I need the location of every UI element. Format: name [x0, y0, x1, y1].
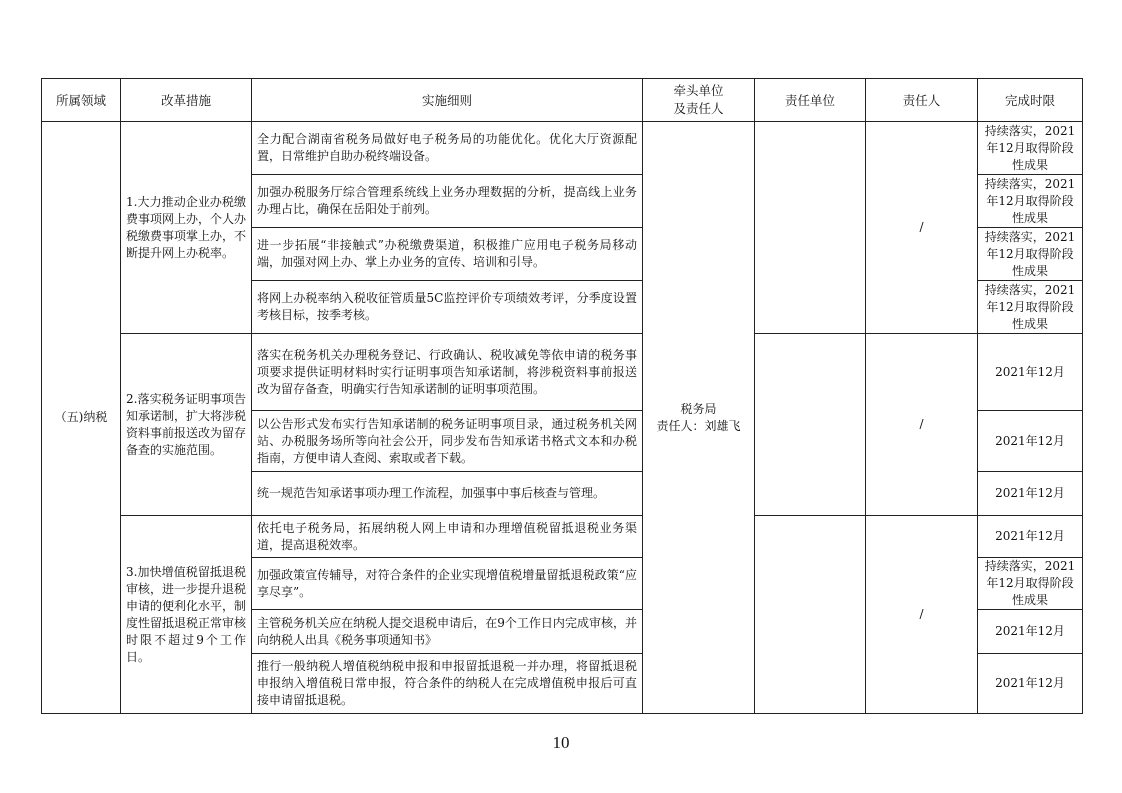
- detail-cell: 加强办税服务厅综合管理系统线上业务办理数据的分析，提高线上业务办理占比，确保在岳阳处于前列。: [252, 175, 643, 228]
- header-details: 实施细则: [252, 79, 643, 122]
- measure-cell: 1.大力推动企业办税缴费事项网上办，个人办税缴费事项掌上办，不断提升网上办税率。: [121, 122, 252, 334]
- reform-table: [41, 78, 1083, 714]
- detail-cell: 将网上办税率纳入税收征管质量5C监控评价专项绩效考评，分季度设置考核目标，按季考核。: [252, 281, 643, 334]
- deadline-cell: 持续落实，2021年12月取得阶段性成果: [978, 228, 1083, 281]
- deadline-cell: 2021年12月: [978, 516, 1083, 558]
- deadline-cell: 2021年12月: [978, 654, 1083, 714]
- unit-cell: [755, 334, 866, 516]
- person-cell: /: [866, 334, 978, 516]
- detail-cell: 进一步拓展“非接触式”办税缴费渠道，积极推广应用电子税务局移动端，加强对网上办、掌上办业务的宣传、培训和引导。: [252, 228, 643, 281]
- header-measure: 改革措施: [121, 79, 252, 122]
- measure-cell: 3.加快增值税留抵退税审核，进一步提升退税申请的便利化水平，制度性留抵退税正常审核时限不超过9个工作日。: [121, 516, 252, 714]
- deadline-cell: 持续落实，2021年12月取得阶段性成果: [978, 175, 1083, 228]
- detail-cell: 主管税务机关应在纳税人提交退税申请后，在9个工作日内完成审核，并向纳税人出具《税务事项通知书》: [252, 610, 643, 654]
- deadline-cell: 2021年12月: [978, 411, 1083, 472]
- deadline-cell: 持续落实，2021年12月取得阶段性成果: [978, 558, 1083, 610]
- lead-cell: 税务局 责任人：刘雄飞: [643, 122, 755, 714]
- header-lead: 牵头单位 及责任人: [643, 79, 755, 122]
- table-row: [42, 516, 1083, 558]
- page-number: 10: [552, 733, 570, 752]
- deadline-cell: 2021年12月: [978, 610, 1083, 654]
- detail-cell: 全力配合湖南省税务局做好电子税务局的功能优化。优化大厅资源配置，日常维护自助办税终端设备。: [252, 122, 643, 175]
- deadline-cell: 持续落实，2021年12月取得阶段性成果: [978, 122, 1083, 175]
- deadline-cell: 2021年12月: [978, 472, 1083, 516]
- header-deadline: 完成时限: [978, 79, 1083, 122]
- table-row: [42, 334, 1083, 411]
- person-cell: /: [866, 122, 978, 334]
- table-row: [42, 122, 1083, 175]
- header-domain: 所属领域: [42, 79, 121, 122]
- header-row: [42, 79, 1083, 122]
- unit-cell: [755, 122, 866, 334]
- header-unit: 责任单位: [755, 79, 866, 122]
- person-cell: /: [866, 516, 978, 714]
- deadline-cell: 2021年12月: [978, 334, 1083, 411]
- detail-cell: 依托电子税务局，拓展纳税人网上申请和办理增值税留抵退税业务渠道，提高退税效率。: [252, 516, 643, 558]
- detail-cell: 加强政策宣传辅导，对符合条件的企业实现增值税增量留抵退税政策“应享尽享”。: [252, 558, 643, 610]
- unit-cell: [755, 516, 866, 714]
- measure-cell: 2.落实税务证明事项告知承诺制，扩大将涉税资料事前报送改为留存备查的实施范围。: [121, 334, 252, 516]
- detail-cell: 统一规范告知承诺事项办理工作流程，加强事中事后核查与管理。: [252, 472, 643, 516]
- header-person: 责任人: [866, 79, 978, 122]
- deadline-cell: 持续落实，2021年12月取得阶段性成果: [978, 281, 1083, 334]
- detail-cell: 推行一般纳税人增值税纳税申报和申报留抵退税一并办理，将留抵退税申报纳入增值税日常申报，符合条件的纳税人在完成增值税申报后可直接申请留抵退税。: [252, 654, 643, 714]
- detail-cell: 落实在税务机关办理税务登记、行政确认、税收减免等依申请的税务事项要求提供证明材料时实行证明事项告知承诺制，将涉税资料事前报送改为留存备查，明确实行告知承诺制的证明事项范围。: [252, 334, 643, 411]
- detail-cell: 以公告形式发布实行告知承诺制的税务证明事项目录，通过税务机关网站、办税服务场所等向社会公开，同步发布告知承诺书格式文本和办税指南，方便申请人查阅、索取或者下载。: [252, 411, 643, 472]
- domain-cell: （五)纳税: [42, 122, 121, 714]
